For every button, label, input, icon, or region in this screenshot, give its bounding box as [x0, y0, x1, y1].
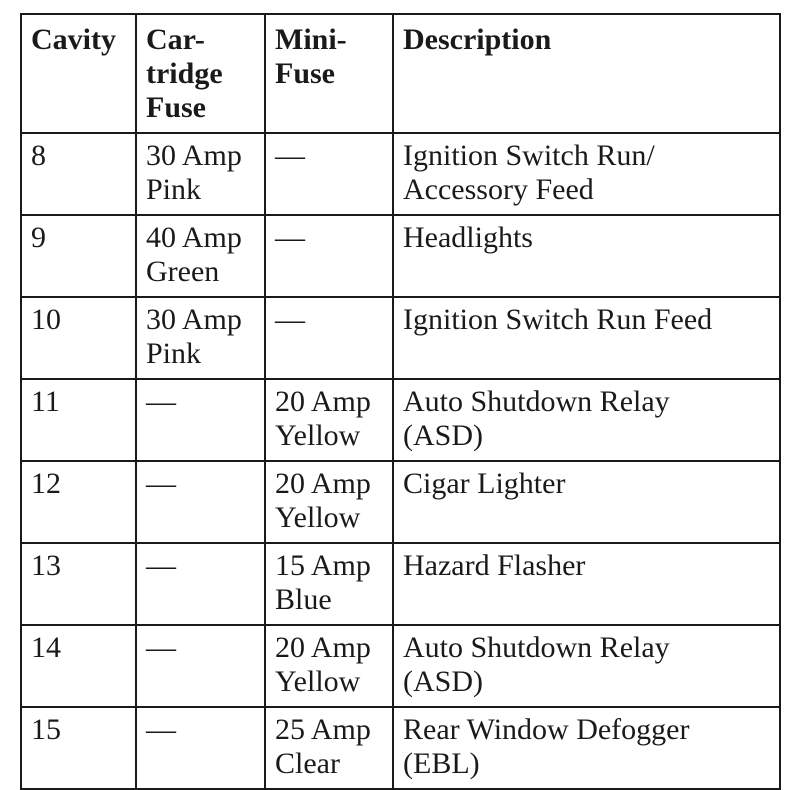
- cell-description-line2: Accessory Feed: [403, 173, 594, 206]
- cell-cartridge-fuse: [136, 133, 265, 215]
- cell-mini-fuse-rating: 20 Amp: [275, 467, 371, 500]
- header-cartridge-fuse-line1: Car-: [146, 23, 205, 56]
- cell-description-line1: Hazard Flasher: [403, 549, 586, 582]
- cell-mini-fuse-color: Yellow: [275, 419, 361, 452]
- table-row: [21, 215, 780, 297]
- cell-cartridge-fuse: [136, 297, 265, 379]
- cell-mini-fuse-rating: 20 Amp: [275, 631, 371, 664]
- cell-cartridge-fuse-rating: —: [146, 631, 176, 664]
- header-mini-fuse-line2: Fuse: [275, 57, 335, 90]
- cell-cavity: 14: [21, 625, 136, 707]
- cell-cartridge-fuse-rating: 30 Amp: [146, 139, 242, 172]
- cell-mini-fuse-rating: 15 Amp: [275, 549, 371, 582]
- cell-cartridge-fuse-color: Pink: [146, 337, 202, 370]
- cell-cartridge-fuse-rating: —: [146, 467, 176, 500]
- header-cartridge-fuse-line3: Fuse: [146, 91, 206, 124]
- cell-cavity: 11: [21, 379, 136, 461]
- cell-mini-fuse: [265, 543, 393, 625]
- cell-mini-fuse-color: Clear: [275, 747, 340, 780]
- cell-cavity: 13: [21, 543, 136, 625]
- cell-description-line2: (EBL): [403, 747, 480, 780]
- header-row: [21, 14, 780, 133]
- cell-mini-fuse: [265, 133, 393, 215]
- table-row: [21, 461, 780, 543]
- cell-description-line1: Rear Window Defogger: [403, 713, 690, 746]
- cell-cavity: 15: [21, 707, 136, 789]
- cell-cartridge-fuse-rating: —: [146, 713, 176, 746]
- cell-description-line2: (ASD): [403, 665, 483, 698]
- header-cavity-label: Cavity: [31, 23, 116, 56]
- header-cartridge-fuse: [136, 14, 265, 133]
- table-row: [21, 543, 780, 625]
- cell-mini-fuse-rating: 25 Amp: [275, 713, 371, 746]
- cell-description: [393, 215, 780, 297]
- cell-mini-fuse: [265, 379, 393, 461]
- cell-mini-fuse: [265, 297, 393, 379]
- table-row: [21, 133, 780, 215]
- cell-mini-fuse-rating: —: [275, 221, 305, 254]
- cell-description: [393, 379, 780, 461]
- cell-cartridge-fuse-rating: —: [146, 549, 176, 582]
- cell-cavity: 9: [21, 215, 136, 297]
- fuse-table: [20, 13, 781, 790]
- cell-description: [393, 543, 780, 625]
- cell-mini-fuse: [265, 707, 393, 789]
- header-cartridge-fuse-line2: tridge: [146, 57, 223, 90]
- cell-mini-fuse-rating: —: [275, 139, 305, 172]
- cell-description-line2: (ASD): [403, 419, 483, 452]
- cell-description-line1: Auto Shutdown Relay: [403, 631, 670, 664]
- cell-description: [393, 297, 780, 379]
- cell-cartridge-fuse: [136, 707, 265, 789]
- cell-cavity: 8: [21, 133, 136, 215]
- header-description: [393, 14, 780, 133]
- cell-cartridge-fuse: [136, 379, 265, 461]
- cell-cartridge-fuse: [136, 215, 265, 297]
- cell-cartridge-fuse: [136, 543, 265, 625]
- cell-mini-fuse-rating: 20 Amp: [275, 385, 371, 418]
- cell-description: [393, 133, 780, 215]
- header-description-label: Description: [403, 23, 552, 56]
- cell-cartridge-fuse: [136, 625, 265, 707]
- cell-cartridge-fuse-rating: —: [146, 385, 176, 418]
- table-header: [21, 14, 780, 133]
- cell-description-line1: Auto Shutdown Relay: [403, 385, 670, 418]
- cell-cavity: 10: [21, 297, 136, 379]
- table-row: [21, 297, 780, 379]
- cell-cartridge-fuse-color: Pink: [146, 173, 202, 206]
- cell-description: [393, 707, 780, 789]
- header-cavity: [21, 14, 136, 133]
- cell-mini-fuse: [265, 215, 393, 297]
- cell-mini-fuse-color: Yellow: [275, 501, 361, 534]
- cell-description: [393, 461, 780, 543]
- header-mini-fuse: [265, 14, 393, 133]
- cell-cartridge-fuse: [136, 461, 265, 543]
- cell-description: [393, 625, 780, 707]
- table-row: [21, 707, 780, 789]
- cell-description-line1: Ignition Switch Run/: [403, 139, 655, 172]
- cell-cartridge-fuse-rating: 40 Amp: [146, 221, 242, 254]
- header-mini-fuse-line1: Mini-: [275, 23, 347, 56]
- cell-cavity: 12: [21, 461, 136, 543]
- table-body: [21, 133, 780, 789]
- cell-description-line1: Headlights: [403, 221, 533, 254]
- cell-mini-fuse: [265, 625, 393, 707]
- cell-cartridge-fuse-color: Green: [146, 255, 220, 288]
- cell-mini-fuse: [265, 461, 393, 543]
- table-row: [21, 625, 780, 707]
- cell-description-line1: Ignition Switch Run Feed: [403, 303, 713, 336]
- cell-mini-fuse-color: Blue: [275, 583, 332, 616]
- cell-mini-fuse-color: Yellow: [275, 665, 361, 698]
- cell-cartridge-fuse-rating: 30 Amp: [146, 303, 242, 336]
- cell-mini-fuse-rating: —: [275, 303, 305, 336]
- table-row: [21, 379, 780, 461]
- cell-description-line1: Cigar Lighter: [403, 467, 566, 500]
